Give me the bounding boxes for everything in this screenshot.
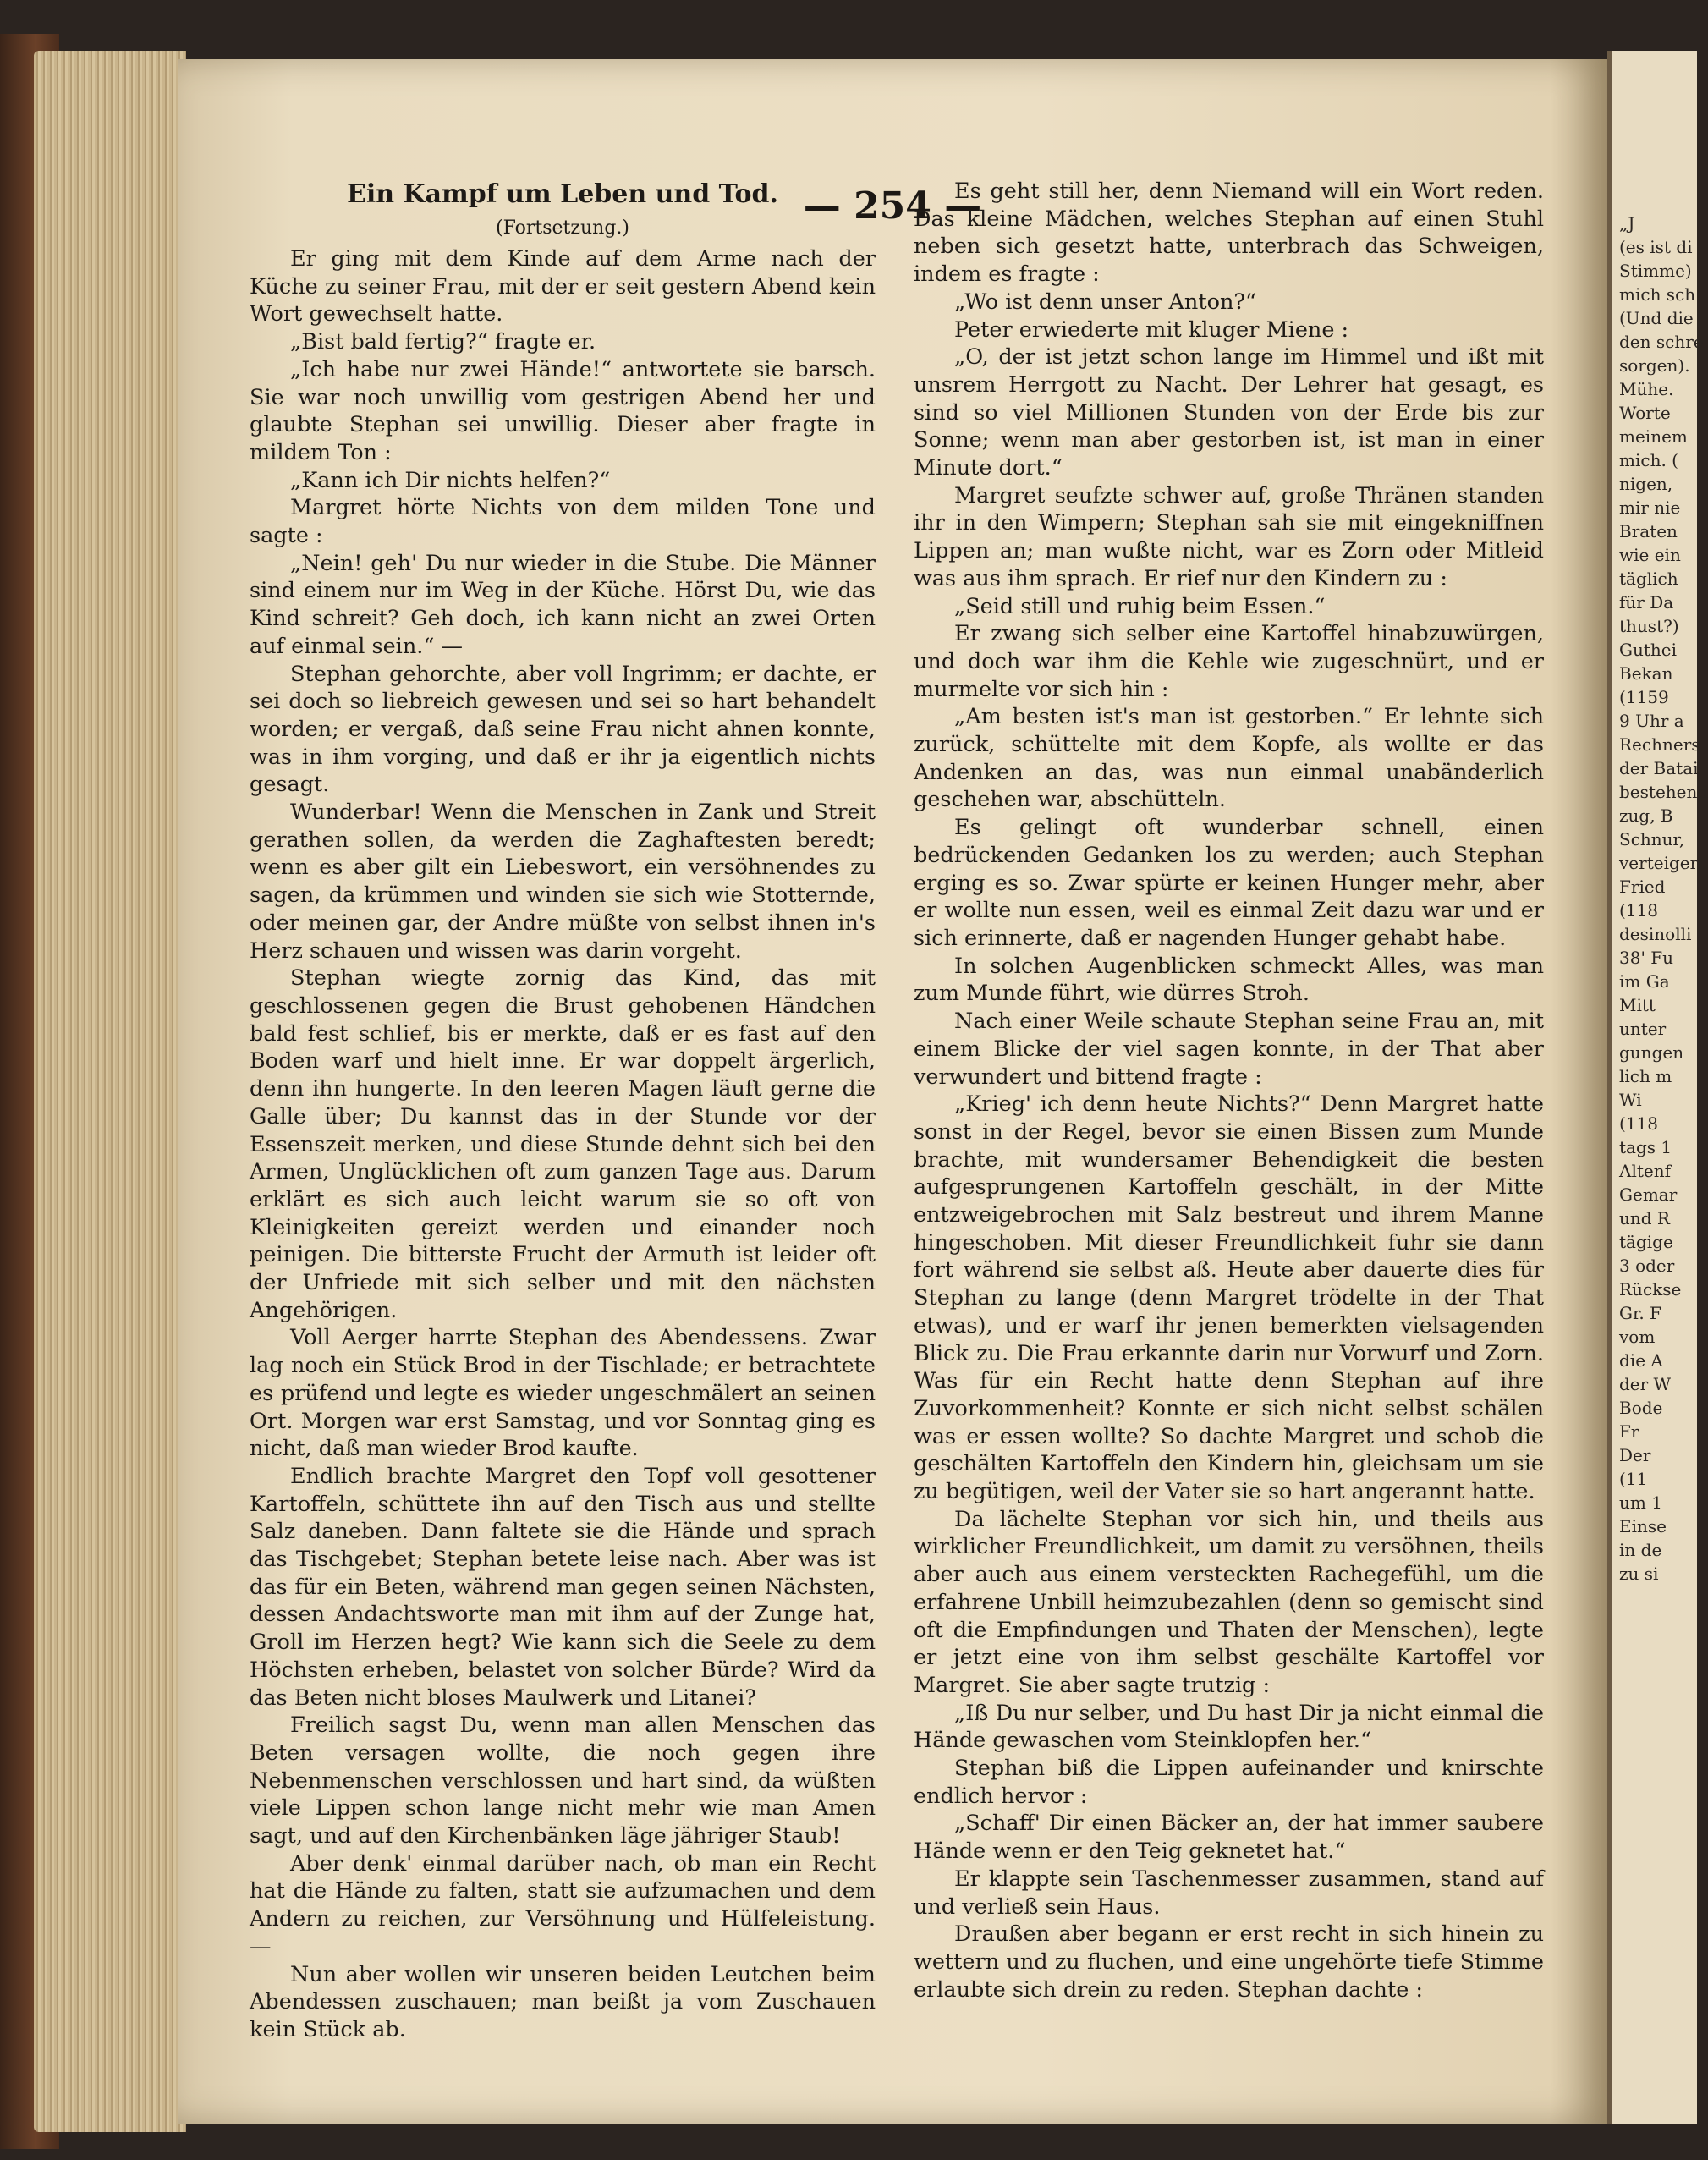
paragraph: Draußen aber begann er erst recht in sich hinein zu wettern und zu fluchen, und eine ungehörte tiefe Stimme erlaubte sich drein zu reden. Stephan dachte : bbox=[914, 1921, 1544, 2003]
next-page-fragment: (es ist di bbox=[1619, 237, 1693, 257]
next-page-fragment: Gemar bbox=[1619, 1184, 1678, 1205]
next-page-fragment: Fried bbox=[1619, 877, 1666, 897]
article-title: Ein Kampf um Leben und Tod. bbox=[347, 179, 778, 209]
page-number: — 254 — bbox=[803, 184, 982, 228]
next-page-fragment: unter bbox=[1619, 1019, 1667, 1039]
next-page-fragment: gungen bbox=[1619, 1042, 1684, 1063]
next-page-fragment: Mitt bbox=[1619, 995, 1656, 1015]
next-page-fragment: Worte bbox=[1619, 403, 1671, 423]
next-page-fragment: desinolli bbox=[1619, 924, 1692, 944]
next-page-edge bbox=[1607, 51, 1708, 2124]
next-page-fragment: (Und die bbox=[1619, 308, 1694, 328]
paragraph: Stephan gehorchte, aber voll Ingrimm; er dachte, er sei doch so liebreich gewesen und sei so hart behandelt worden; er vergaß, daß seine Frau nicht ahnen konnte, was in ihm vorging, und daß er ihr ja eigentlich nichts gesagt. bbox=[250, 661, 876, 798]
next-page-fragment: Braten bbox=[1619, 521, 1678, 541]
paragraph: Stephan wiegte zornig das Kind, das mit geschlossenen gegen die Brust gehobenen Händchen bald fest schlief, bis er merkte, daß er es fast auf den Boden warf und hielt inne. Er war doppelt ärgerlich, denn ihn hungerte. In den leeren Magen läuft gerne die Galle über; Du kannst das in der Stunde vor der Essenszeit merken, und diese Stunde dehnt sich bei den Armen, Unglücklichen oft zum ganzen Tage aus. Darum erklärt es sich auch leicht warum sie so oft von Kleinigkeiten gereizt werden und einander noch peinigen. Die bitterste Frucht der Armuth ist leider oft der Unfriede mit sich selber und mit den nächsten Angehörigen. bbox=[250, 965, 876, 1323]
right-column bbox=[914, 178, 1544, 2003]
next-page-fragment: für Da bbox=[1619, 592, 1674, 613]
paragraph: Endlich brachte Margret den Topf voll gesottener Kartoffeln, schüttete ihn auf den Tisch aus und stellte Salz daneben. Dann faltete sie die Hände und sprach das Tischgebet; Stephan betete leise nach. Aber was ist das für ein Beten, während man gegen seinen Nächsten, dessen Andachtsworte man mit ihm auf der Zunge hat, Groll im Herzen hegt? Wie kann sich die Seele zu dem Höchsten erheben, belastet von solcher Bürde? Wird da das Beten nicht bloses Maulwerk und Litanei? bbox=[250, 1463, 876, 1711]
paragraph: „Ich habe nur zwei Hände!“ antwortete sie barsch. Sie war noch unwillig vom gestrigen Abend her und glaubte Stephan sei unwillig. Dieser aber fragte in mildem Ton : bbox=[250, 356, 876, 465]
next-page-fragment: Rechners bbox=[1619, 734, 1700, 755]
next-page-fragment: und R bbox=[1619, 1208, 1670, 1228]
next-page-fragment: Wi bbox=[1619, 1090, 1642, 1110]
next-page-fragment: den schre bbox=[1619, 332, 1704, 352]
paragraph: Margret hörte Nichts von dem milden Tone und sagte : bbox=[250, 495, 876, 549]
next-page-fragment: die A bbox=[1619, 1350, 1663, 1371]
paragraph: „Iß Du nur selber, und Du hast Dir ja nicht einmal die Hände gewaschen vom Steinklopfen her.“ bbox=[914, 1700, 1544, 1754]
left-column bbox=[250, 178, 876, 2044]
paragraph: Er ging mit dem Kinde auf dem Arme nach der Küche zu seiner Frau, mit der er seit gestern Abend kein Wort gewechselt hatte. bbox=[250, 246, 876, 327]
next-page-fragment: mich. ( bbox=[1619, 450, 1678, 470]
next-page-fragment: im Ga bbox=[1619, 971, 1670, 992]
next-page-fragment: täglich bbox=[1619, 569, 1678, 589]
next-page-fragment: Gr. F bbox=[1619, 1303, 1661, 1323]
paragraph: Voll Aerger harrte Stephan des Abendessens. Zwar lag noch ein Stück Brod in der Tischlade; er betrachtete es prüfend und legte es wieder ungeschmälert an seinen Ort. Morgen war erst Samstag, und vor Sonntag ging es nicht, daß man wieder Brod kaufte. bbox=[250, 1325, 876, 1462]
next-page-fragment: bestehend bbox=[1619, 782, 1708, 802]
next-page-fragment: der W bbox=[1619, 1374, 1672, 1394]
paragraph: Er klappte sein Taschenmesser zusammen, stand auf und verließ sein Haus. bbox=[914, 1866, 1544, 1920]
next-page-fragment: mich sch bbox=[1619, 284, 1696, 305]
paragraph: Peter erwiederte mit kluger Miene : bbox=[954, 316, 1349, 343]
next-page-fragment: Rückse bbox=[1619, 1279, 1682, 1300]
next-page-fragment: Mühe. bbox=[1619, 379, 1674, 399]
paragraph: „Seid still und ruhig beim Essen.“ bbox=[954, 593, 1326, 619]
next-page-fragment: tägige bbox=[1619, 1232, 1673, 1252]
next-page-fragment: Stimme) bbox=[1619, 261, 1692, 281]
next-page-fragment: Schnur, bbox=[1619, 829, 1685, 849]
paragraph: Freilich sagst Du, wenn man allen Menschen das Beten versagen wollte, die noch gegen ihre Nebenmenschen verschlossen und hart sind, da wüßten viele Lippen schon lange nicht mehr wie man Amen sagt, und auf den Kirchenbänken läge jähriger Staub! bbox=[250, 1712, 876, 1849]
next-page-fragment: (118 bbox=[1619, 900, 1658, 921]
next-page-fragment: Der bbox=[1619, 1445, 1651, 1465]
next-page-fragment: 9 Uhr a bbox=[1619, 711, 1684, 731]
next-page-fragment: Guthei bbox=[1619, 640, 1678, 660]
paragraph: Nun aber wollen wir unseren beiden Leutchen beim Abendessen zuschauen; man beißt ja vom Zuschauen kein Stück ab. bbox=[250, 1961, 876, 2042]
paragraph: Wunderbar! Wenn die Menschen in Zank und Streit gerathen sollen, da werden die Zaghaftesten beredt; wenn es aber gilt ein Liebeswort, ein versöhnendes zu sagen, da krümmen und winden sie sich wie Stotternde, oder meinen gar, der Andre müßte von selbst ihnen in's Herz schauen und wissen was darin vorgeht. bbox=[250, 800, 876, 964]
paragraph: Aber denk' einmal darüber nach, ob man ein Recht hat die Hände zu falten, statt sie aufzumachen und dem Andern zu reichen, zur Versöhnung und Hülfeleistung. — bbox=[250, 1850, 876, 1959]
next-page-fragment: sorgen). bbox=[1619, 355, 1690, 376]
paragraph: „Am besten ist's man ist gestorben.“ Er lehnte sich zurück, schüttelte mit dem Kopfe, als wollte er das Andenken an das, was nun einmal unabänderlich geschehen war, abschütteln. bbox=[914, 704, 1544, 813]
left-column-text bbox=[250, 245, 876, 2044]
paragraph: Margret seufzte schwer auf, große Thränen standen ihr in den Wimpern; Stephan sah sie mit eingekniffnen Lippen an; man wußte nicht, war es Zorn oder Mitleid was aus ihm sprach. Er rief nur den Kindern zu : bbox=[914, 482, 1544, 591]
next-page-fragment: 3 oder bbox=[1619, 1256, 1675, 1276]
next-page-fragment: „J bbox=[1619, 213, 1635, 234]
next-page-fragment: der Batai bbox=[1619, 758, 1699, 778]
paragraph: „Nein! geh' Du nur wieder in die Stube. Die Männer sind einem nur im Weg in der Küche. Hörst Du, wie das Kind schreit? Geh doch, ich kann nicht an zwei Orten auf einmal sein.“ — bbox=[250, 550, 876, 659]
paragraph: „Schaff' Dir einen Bäcker an, der hat immer saubere Hände wenn er den Teig geknetet hat.“ bbox=[914, 1811, 1544, 1865]
paragraph: „Kann ich Dir nichts helfen?“ bbox=[290, 467, 611, 493]
next-page-fragment: tags 1 bbox=[1619, 1137, 1672, 1157]
next-page-fragment: (1159 bbox=[1619, 687, 1669, 707]
paragraph: In solchen Augenblicken schmeckt Alles, was man zum Munde führt, wie dürres Stroh. bbox=[914, 953, 1544, 1007]
next-page-fragment: (118 bbox=[1619, 1113, 1658, 1134]
next-page-fragment: meinem bbox=[1619, 426, 1688, 447]
next-page-fragment: Bode bbox=[1619, 1398, 1663, 1418]
paragraph: „Wo ist denn unser Anton?“ bbox=[954, 289, 1257, 315]
next-page-fragment: zu si bbox=[1619, 1564, 1659, 1584]
next-page-fragment: nigen, bbox=[1619, 474, 1673, 494]
next-page-fragment: mir nie bbox=[1619, 497, 1681, 518]
paragraph: „Bist bald fertig?“ fragte er. bbox=[290, 329, 596, 355]
next-page-fragment: um 1 bbox=[1619, 1492, 1662, 1513]
next-page-fragment: lich m bbox=[1619, 1066, 1672, 1086]
right-column-text bbox=[914, 178, 1544, 2003]
next-page-fragment: zug, B bbox=[1619, 805, 1673, 826]
next-page-fragment: vom bbox=[1619, 1327, 1656, 1347]
next-page-fragment: Altenf bbox=[1619, 1161, 1671, 1181]
paragraph: Stephan biß die Lippen aufeinander und knirschte endlich hervor : bbox=[914, 1756, 1544, 1809]
paragraph: Er zwang sich selber eine Kartoffel hinabzuwürgen, und doch war ihm die Kehle wie zugeschnürt, und er murmelte vor sich hin : bbox=[914, 621, 1544, 702]
next-page-fragment: verteigert bbox=[1619, 853, 1705, 873]
next-page-fragment: Fr bbox=[1619, 1421, 1639, 1442]
paragraph: Es geht still her, denn Niemand will ein Wort reden. Das kleine Mädchen, welches Stephan auf einen Stuhl neben sich gesetzt hatte, unterbrach das Schweigen, indem es fragte : bbox=[914, 179, 1544, 288]
next-page-fragment: wie ein bbox=[1619, 545, 1681, 565]
paragraph: Es gelingt oft wunderbar schnell, einen bedrückenden Gedanken los zu werden; auch Stephan erging es so. Zwar spürte er keinen Hunger mehr, aber er wollte nun essen, weil es einmal Zeit dazu war und er sich erinnerte, daß er nagenden Hunger gehabt habe. bbox=[914, 815, 1544, 951]
next-page-fragment: thust?) bbox=[1619, 616, 1679, 636]
article-subtitle: (Fortsetzung.) bbox=[496, 217, 629, 239]
next-page-fragment: in de bbox=[1619, 1540, 1662, 1560]
book-page-edges bbox=[34, 51, 186, 2132]
paragraph: „Krieg' ich denn heute Nichts?“ Denn Margret hatte sonst in der Regel, bevor sie einen Bissen zum Munde brachte, mit wundersamer Behendigkeit die besten aufgesprungenen Kartoffeln geschält, in der Mitte entzweigebrochen mit Salz bestreut und ihrem Manne hingeschoben. Mit dieser Freundlichkeit fuhr sie dann fort während sie selbst aß. Heute aber dauerte dies für Stephan zu lange (denn Margret trödelte in der That etwas), und er warf ihr jenen bemerkten vielsagenden Blick zu. Die Frau erkannte darin nur Vorwurf und Zorn. Was für ein Recht hatte denn Stephan auf ihre Zuvorkommenheit? Konnte er sich nicht selbst schälen was er essen wollte? So dachte Margret und schob die geschälten Kartoffeln den Kindern hin, gleichsam um sie zu begütigen, weil der Vater sie so hart angerannt hatte. bbox=[914, 1091, 1544, 1505]
paragraph: Nach einer Weile schaute Stephan seine Frau an, mit einem Blicke der viel sagen konnte, in der That aber verwundert und bittend fragte : bbox=[914, 1009, 1544, 1090]
next-page-fragment: (11 bbox=[1619, 1469, 1648, 1489]
paragraph: Da lächelte Stephan vor sich hin, und theils aus wirklicher Freundlichkeit, um damit zu versöhnen, theils aber auch aus einem versteckten Rachegefühl, um die erfahrene Unbill heimzubezahlen (denn so gemischt sind oft die Empfindungen und Thaten der Menschen), legte er jetzt eine von ihm selbst geschälte Kartoffel vor Margret. Sie aber sagte trutzig : bbox=[914, 1506, 1544, 1698]
next-page-fragment: Bekan bbox=[1619, 663, 1673, 684]
next-page-fragment: Einse bbox=[1619, 1516, 1667, 1536]
paragraph: „O, der ist jetzt schon lange im Himmel und ißt mit unsrem Herrgott zu Nacht. Der Lehrer hat gesagt, es sind so viel Millionen Stunden von der Erde bis zur Sonne; wenn man aber gestorben ist, ist man in einer Minute dort.“ bbox=[914, 344, 1544, 481]
next-page-fragment: 38' Fu bbox=[1619, 948, 1674, 968]
